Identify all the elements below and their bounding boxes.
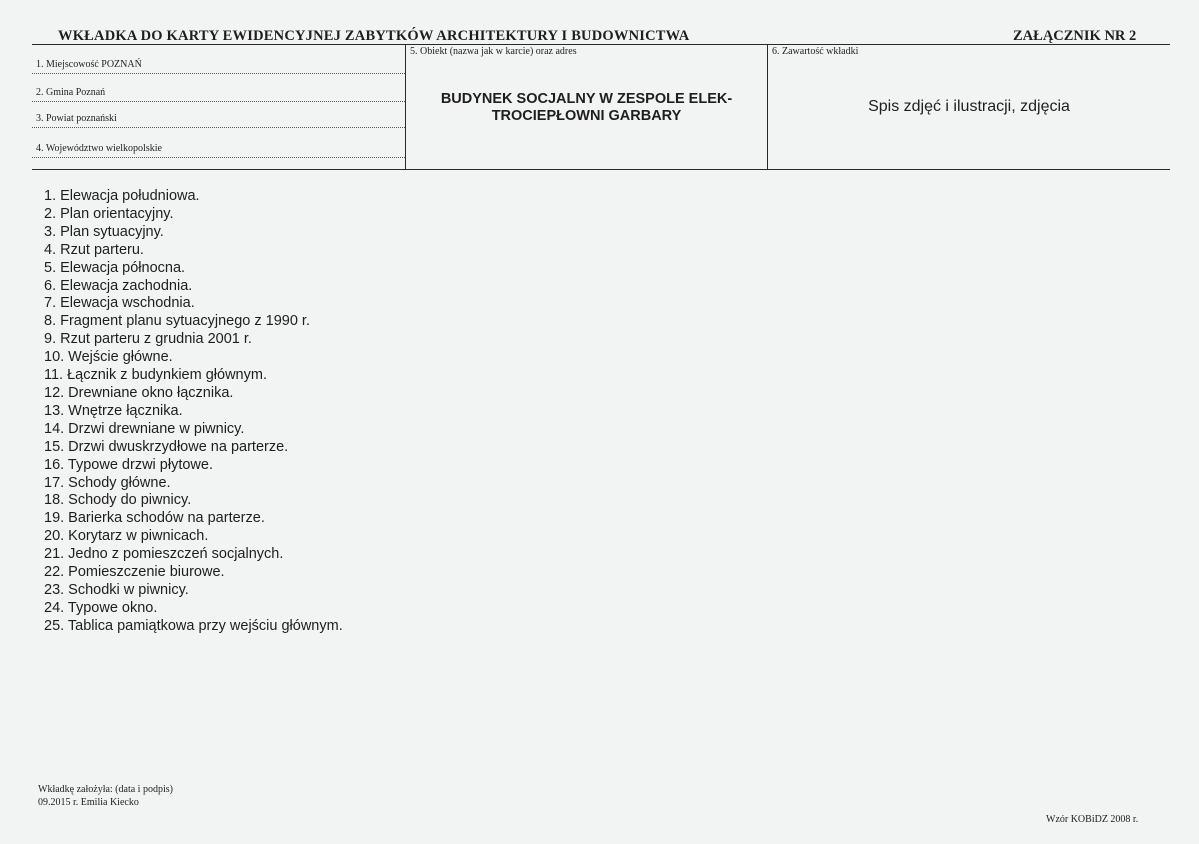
commune-field xyxy=(32,77,405,102)
locality-text: 1. Miejscowość POZNAŃ xyxy=(36,59,142,70)
locality-field xyxy=(32,49,405,74)
list-item: 12. Drewniane okno łącznika. xyxy=(44,384,234,401)
voivodeship-text: 4. Województwo wielkopolskie xyxy=(36,143,162,154)
form-title: WKŁADKA DO KARTY EWIDENCYJNEJ ZABYTKÓW ARCHITEKTURY I BUDOWNICTWA xyxy=(58,28,690,44)
list-item: 24. Typowe okno. xyxy=(44,599,158,616)
list-item: 22. Pomieszczenie biurowe. xyxy=(44,564,225,581)
header-bottom-rule xyxy=(32,169,1170,170)
list-item: 23. Schodki w piwnicy. xyxy=(44,581,189,598)
voivodeship-field xyxy=(32,133,405,158)
list-item: 20. Korytarz w piwnicach. xyxy=(44,528,209,545)
list-item: 8. Fragment planu sytuacyjnego z 1990 r. xyxy=(44,313,310,330)
illustration-list xyxy=(44,188,343,636)
commune-text: 2. Gmina Poznań xyxy=(36,87,106,98)
list-item: 13. Wnętrze łącznika. xyxy=(44,402,183,419)
list-item: 7. Elewacja wschodnia. xyxy=(44,295,195,312)
list-item: 11. Łącznik z budynkiem głównym. xyxy=(44,367,267,384)
object-label: 5. Obiekt (nazwa jak w karcie) oraz adres xyxy=(410,46,577,57)
object-name-line-2: TROCIEPŁOWNI GARBARY xyxy=(491,108,682,124)
created-by-label: Wkładkę założyła: (data i podpis) xyxy=(38,784,173,795)
list-item: 3. Plan sytuacyjny. xyxy=(44,223,164,240)
county-field xyxy=(32,103,405,128)
form-pattern-note: Wzór KOBiDZ 2008 r. xyxy=(1046,814,1139,825)
list-item: 4. Rzut parteru. xyxy=(44,241,144,258)
list-item: 21. Jedno z pomieszczeń socjalnych. xyxy=(44,546,284,563)
object-name-line-1: BUDYNEK SOCJALNY W ZESPOLE ELEK- xyxy=(440,91,733,107)
created-by-value: 09.2015 r. Emilia Kiecko xyxy=(38,797,139,808)
object-name xyxy=(406,91,767,125)
list-item: 2. Plan orientacyjny. xyxy=(44,205,174,222)
list-item: 10. Wejście główne. xyxy=(44,349,173,366)
list-item: 18. Schody do piwnicy. xyxy=(44,492,192,509)
list-item: 25. Tablica pamiątkowa przy wejściu głównym. xyxy=(44,617,343,634)
list-item: 19. Barierka schodów na parterze. xyxy=(44,510,265,527)
county-text: 3. Powiat poznański xyxy=(36,113,117,124)
list-item: 5. Elewacja północna. xyxy=(44,259,186,276)
list-item: 16. Typowe drzwi płytowe. xyxy=(44,456,213,473)
contents-label: 6. Zawartość wkładki xyxy=(772,46,859,57)
header-top-rule xyxy=(32,44,1170,45)
contents-value: Spis zdjęć i ilustracji, zdjęcia xyxy=(868,98,1070,115)
list-item: 9. Rzut parteru z grudnia 2001 r. xyxy=(44,331,252,348)
annex-number: ZAŁĄCZNIK NR 2 xyxy=(1013,28,1137,44)
list-item: 14. Drzwi drewniane w piwnicy. xyxy=(44,420,245,437)
list-item: 6. Elewacja zachodnia. xyxy=(44,277,193,294)
list-item: 1. Elewacja południowa. xyxy=(44,188,200,204)
list-item: 17. Schody główne. xyxy=(44,474,171,491)
list-item: 15. Drzwi dwuskrzydłowe na parterze. xyxy=(44,438,289,455)
